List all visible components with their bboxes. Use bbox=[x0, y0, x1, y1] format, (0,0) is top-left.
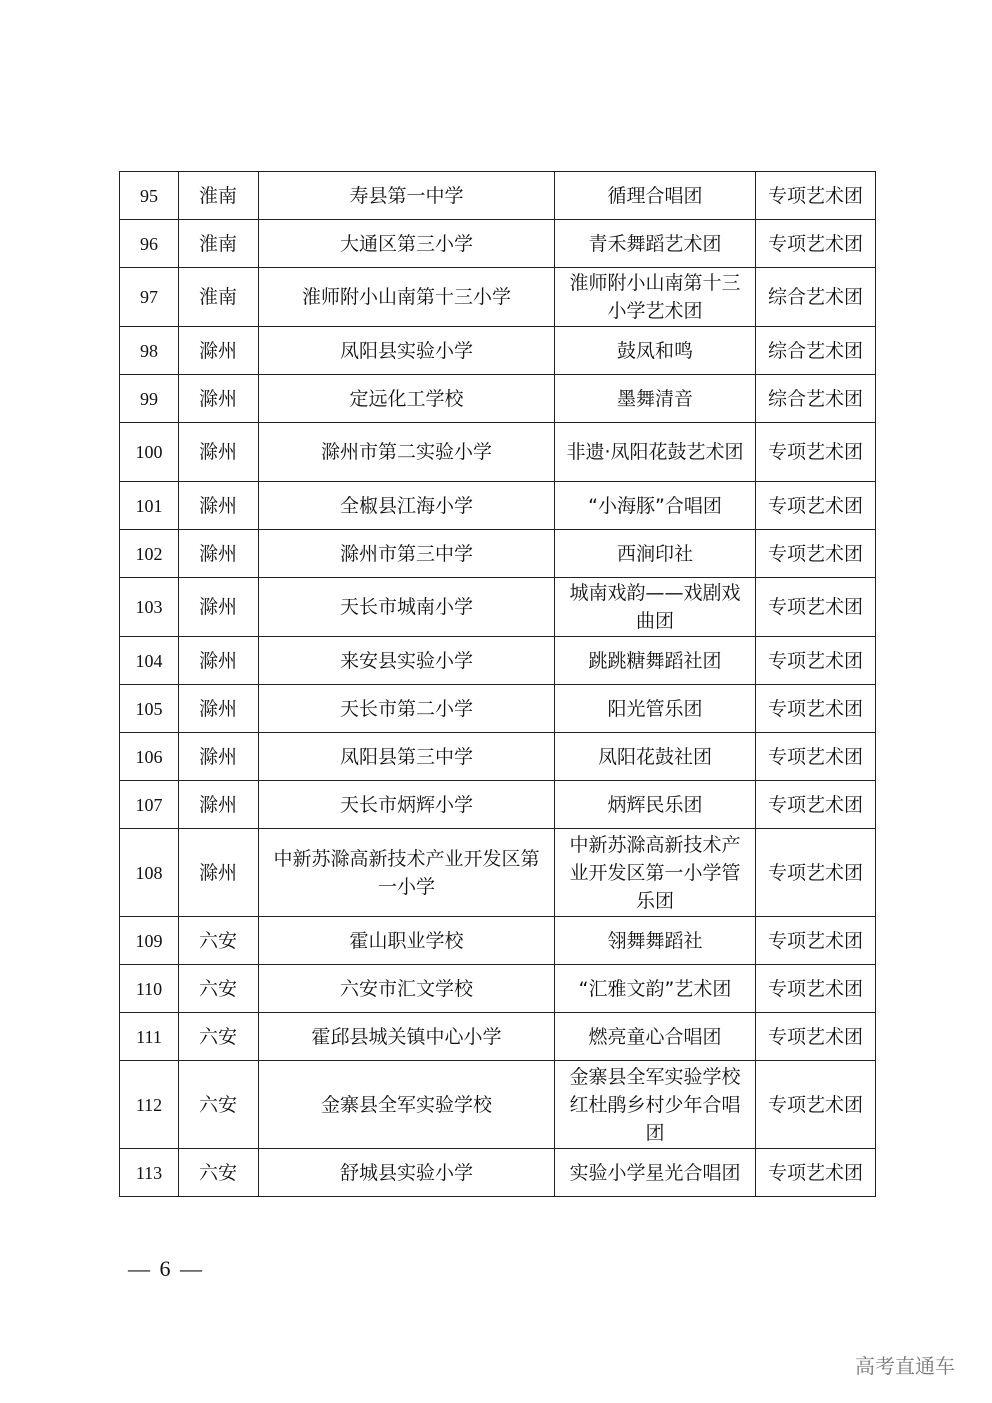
cell-type: 专项艺术团 bbox=[756, 578, 876, 637]
cell-number: 103 bbox=[120, 578, 179, 637]
cell-number: 112 bbox=[120, 1061, 179, 1149]
cell-number: 96 bbox=[120, 220, 179, 268]
cell-type: 综合艺术团 bbox=[756, 268, 876, 327]
cell-school: 大通区第三小学 bbox=[259, 220, 555, 268]
cell-school: 天长市第二小学 bbox=[259, 685, 555, 733]
cell-school: 凤阳县实验小学 bbox=[259, 327, 555, 375]
cell-type: 专项艺术团 bbox=[756, 637, 876, 685]
cell-type: 专项艺术团 bbox=[756, 829, 876, 917]
cell-school: 金寨县全军实验学校 bbox=[259, 1061, 555, 1149]
table-row bbox=[120, 1061, 876, 1149]
cell-number: 109 bbox=[120, 917, 179, 965]
cell-type: 综合艺术团 bbox=[756, 327, 876, 375]
cell-type: 专项艺术团 bbox=[756, 1013, 876, 1061]
cell-city: 滁州 bbox=[179, 781, 259, 829]
cell-troupe: 翎舞舞蹈社 bbox=[555, 917, 756, 965]
cell-troupe: 非遗·凤阳花鼓艺术团 bbox=[555, 423, 756, 482]
watermark-text: 高考直通车 bbox=[855, 1354, 955, 1378]
cell-troupe: 凤阳花鼓社团 bbox=[555, 733, 756, 781]
cell-number: 113 bbox=[120, 1149, 179, 1197]
cell-school: 中新苏滁高新技术产业开发区第一小学 bbox=[259, 829, 555, 917]
cell-number: 107 bbox=[120, 781, 179, 829]
cell-city: 滁州 bbox=[179, 578, 259, 637]
table-row bbox=[120, 578, 876, 637]
cell-school: 寿县第一中学 bbox=[259, 172, 555, 220]
cell-number: 99 bbox=[120, 375, 179, 423]
cell-type: 专项艺术团 bbox=[756, 482, 876, 530]
cell-type: 专项艺术团 bbox=[756, 172, 876, 220]
cell-city: 六安 bbox=[179, 1013, 259, 1061]
cell-type: 专项艺术团 bbox=[756, 423, 876, 482]
cell-troupe: 淮师附小山南第十三小学艺术团 bbox=[555, 268, 756, 327]
cell-school: 来安县实验小学 bbox=[259, 637, 555, 685]
cell-number: 105 bbox=[120, 685, 179, 733]
cell-city: 六安 bbox=[179, 917, 259, 965]
cell-school: 舒城县实验小学 bbox=[259, 1149, 555, 1197]
cell-city: 滁州 bbox=[179, 685, 259, 733]
cell-city: 滁州 bbox=[179, 530, 259, 578]
cell-type: 专项艺术团 bbox=[756, 917, 876, 965]
table-row bbox=[120, 423, 876, 482]
table-row bbox=[120, 917, 876, 965]
table-body bbox=[120, 172, 876, 1197]
cell-troupe: 西涧印社 bbox=[555, 530, 756, 578]
cell-troupe: 燃亮童心合唱团 bbox=[555, 1013, 756, 1061]
cell-type: 专项艺术团 bbox=[756, 530, 876, 578]
cell-school: 天长市城南小学 bbox=[259, 578, 555, 637]
cell-troupe: 鼓凤和鸣 bbox=[555, 327, 756, 375]
table-row bbox=[120, 733, 876, 781]
cell-number: 97 bbox=[120, 268, 179, 327]
cell-number: 102 bbox=[120, 530, 179, 578]
cell-city: 六安 bbox=[179, 1061, 259, 1149]
cell-school: 滁州市第三中学 bbox=[259, 530, 555, 578]
cell-troupe: 炳辉民乐团 bbox=[555, 781, 756, 829]
cell-troupe: 金寨县全军实验学校红杜鹃乡村少年合唱团 bbox=[555, 1061, 756, 1149]
cell-troupe: 阳光管乐团 bbox=[555, 685, 756, 733]
cell-type: 专项艺术团 bbox=[756, 965, 876, 1013]
cell-city: 六安 bbox=[179, 965, 259, 1013]
table-row bbox=[120, 781, 876, 829]
cell-troupe: “汇雅文韵”艺术团 bbox=[555, 965, 756, 1013]
cell-type: 专项艺术团 bbox=[756, 1149, 876, 1197]
table-row bbox=[120, 965, 876, 1013]
cell-school: 全椒县江海小学 bbox=[259, 482, 555, 530]
cell-type: 专项艺术团 bbox=[756, 220, 876, 268]
cell-city: 淮南 bbox=[179, 172, 259, 220]
cell-type: 综合艺术团 bbox=[756, 375, 876, 423]
table-row bbox=[120, 829, 876, 917]
cell-troupe: 实验小学星光合唱团 bbox=[555, 1149, 756, 1197]
cell-number: 110 bbox=[120, 965, 179, 1013]
cell-school: 霍山职业学校 bbox=[259, 917, 555, 965]
cell-city: 滁州 bbox=[179, 327, 259, 375]
cell-school: 凤阳县第三中学 bbox=[259, 733, 555, 781]
table-row bbox=[120, 172, 876, 220]
cell-city: 滁州 bbox=[179, 423, 259, 482]
table-row bbox=[120, 482, 876, 530]
cell-city: 淮南 bbox=[179, 220, 259, 268]
cell-troupe: 跳跳糖舞蹈社团 bbox=[555, 637, 756, 685]
cell-school: 六安市汇文学校 bbox=[259, 965, 555, 1013]
cell-type: 专项艺术团 bbox=[756, 781, 876, 829]
cell-city: 滁州 bbox=[179, 637, 259, 685]
cell-troupe: 循理合唱团 bbox=[555, 172, 756, 220]
cell-troupe: 中新苏滁高新技术产业开发区第一小学管乐团 bbox=[555, 829, 756, 917]
cell-number: 101 bbox=[120, 482, 179, 530]
table-row bbox=[120, 685, 876, 733]
cell-city: 滁州 bbox=[179, 829, 259, 917]
cell-school: 淮师附小山南第十三小学 bbox=[259, 268, 555, 327]
cell-city: 六安 bbox=[179, 1149, 259, 1197]
table-row bbox=[120, 530, 876, 578]
cell-city: 滁州 bbox=[179, 482, 259, 530]
cell-number: 108 bbox=[120, 829, 179, 917]
cell-city: 滁州 bbox=[179, 375, 259, 423]
cell-troupe: 墨舞清音 bbox=[555, 375, 756, 423]
table-row bbox=[120, 637, 876, 685]
table-row bbox=[120, 268, 876, 327]
cell-city: 淮南 bbox=[179, 268, 259, 327]
page-number: — 6 — bbox=[128, 1256, 204, 1281]
cell-city: 滁州 bbox=[179, 733, 259, 781]
table-row bbox=[120, 327, 876, 375]
results-table bbox=[119, 171, 876, 1197]
cell-troupe: 城南戏韵——戏剧戏曲团 bbox=[555, 578, 756, 637]
cell-type: 专项艺术团 bbox=[756, 685, 876, 733]
cell-number: 106 bbox=[120, 733, 179, 781]
cell-troupe: “小海豚”合唱团 bbox=[555, 482, 756, 530]
table-row bbox=[120, 1149, 876, 1197]
cell-type: 专项艺术团 bbox=[756, 1061, 876, 1149]
cell-troupe: 青禾舞蹈艺术团 bbox=[555, 220, 756, 268]
table-row bbox=[120, 1013, 876, 1061]
cell-school: 霍邱县城关镇中心小学 bbox=[259, 1013, 555, 1061]
cell-school: 定远化工学校 bbox=[259, 375, 555, 423]
cell-number: 95 bbox=[120, 172, 179, 220]
cell-type: 专项艺术团 bbox=[756, 733, 876, 781]
cell-number: 98 bbox=[120, 327, 179, 375]
cell-number: 104 bbox=[120, 637, 179, 685]
table-row bbox=[120, 220, 876, 268]
cell-school: 天长市炳辉小学 bbox=[259, 781, 555, 829]
cell-number: 100 bbox=[120, 423, 179, 482]
table-row bbox=[120, 375, 876, 423]
cell-school: 滁州市第二实验小学 bbox=[259, 423, 555, 482]
cell-number: 111 bbox=[120, 1013, 179, 1061]
